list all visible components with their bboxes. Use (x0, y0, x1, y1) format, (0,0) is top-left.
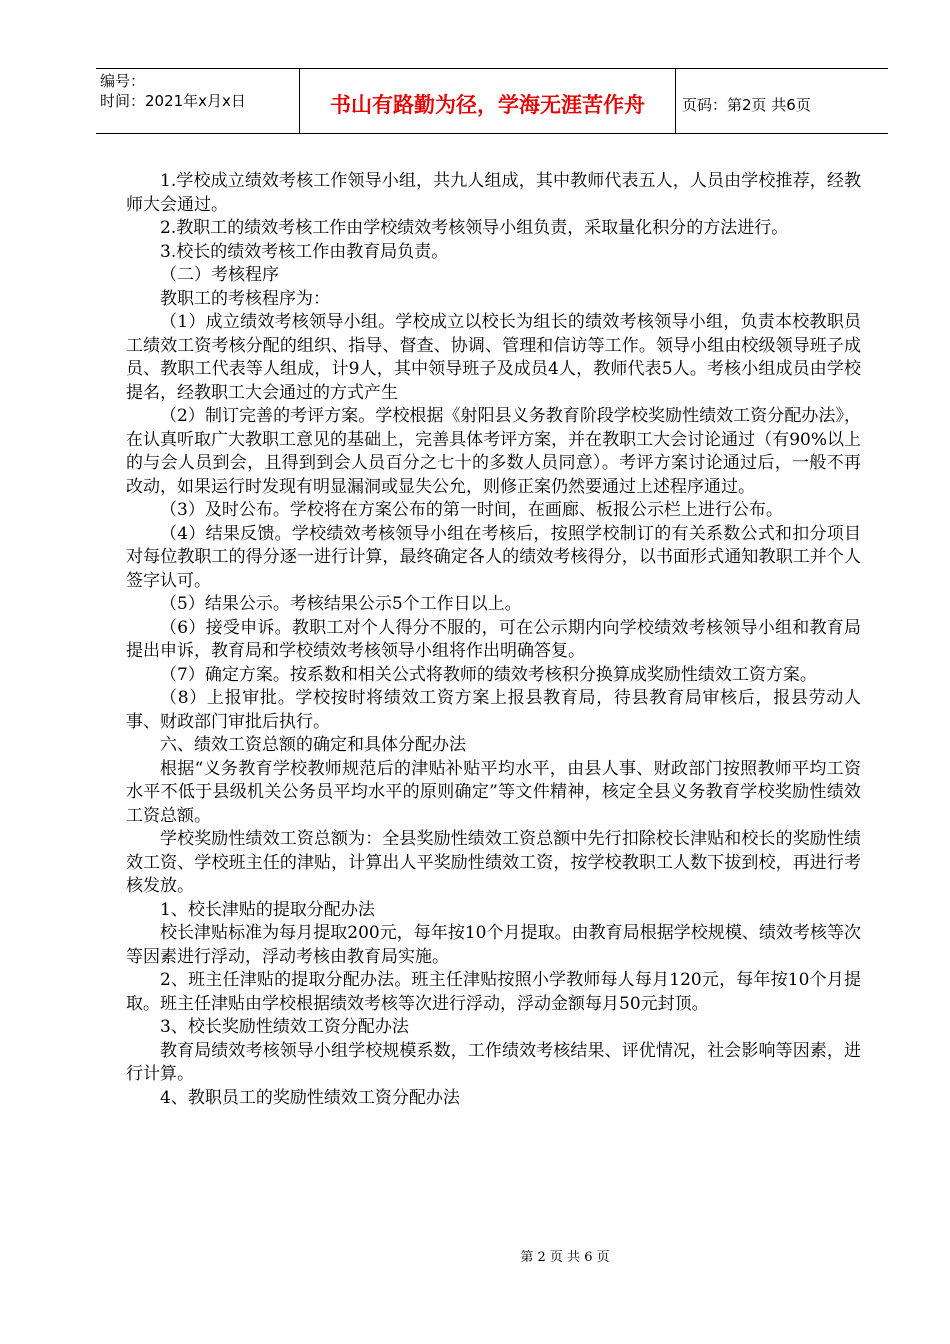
document-time: 时间：2021年x月x日 (100, 92, 246, 110)
document-number-label: 编号： (100, 72, 146, 90)
page-footer: 第 2 页 共 6 页 (520, 1250, 610, 1265)
paragraph: 学校奖励性绩效工资总额为：全县奖励性绩效工资总额中先行扣除校长津贴和校长的奖励性绩效工资、学校班主任的津贴，计算出人平奖励性绩效工资，按学校教职工人数下拔到校，再进行考核发放。 (126, 829, 861, 896)
paragraph: （7）确定方案。按系数和相关公式将教师的绩效考核积分换算成奖励性绩效工资方案。 (160, 664, 817, 685)
paragraph: 3.校长的绩效考核工作由教育局负责。 (160, 241, 449, 262)
paragraph: （8）上报审批。学校按时将绩效工资方案上报县教育局，待县教育局审核后，报县劳动人事、财政部门审批后执行。 (126, 688, 861, 732)
paragraph: （3）及时公布。学校将在方案公布的第一时间，在画廊、板报公示栏上进行公布。 (160, 500, 783, 520)
paragraph: 2.教职工的绩效考核工作由学校绩效考核领导小组负责，采取量化积分的方法进行。 (160, 218, 789, 238)
paragraph: 根据“义务教育学校教师规范后的津贴补贴平均水平，由县人事、财政部门按照教师平均工资水平不低于县级机关公务员平均水平的原则确定”等文件精神，核定全县义务教育学校奖励性绩效工资总额。 (126, 758, 861, 826)
document-body (126, 170, 861, 1110)
paragraph: 教育局绩效考核领导小组学校规模系数，工作绩效考核结果、评优情况，社会影响等因素，进行计算。 (126, 1040, 861, 1084)
paragraph: （1）成立绩效考核领导小组。学校成立以校长为组长的绩效考核领导小组，负责本校教职员工绩效工资考核分配的组织、指导、督查、协调、管理和信访等工作。领导小组由校级领导班子成员、教职工代表等人组成，计9人，其中领导班子及成员4人，教师代表5人。考核小组成员由学校提名，经教职工大会通过的方式产生 (126, 312, 861, 403)
subsection-heading: 3、校长奖励性绩效工资分配办法 (160, 1017, 409, 1037)
paragraph: （2）制订完善的考评方案。学校根据《射阳县义务教育阶段学校奖励性绩效工资分配办法》，在认真听取广大教职工意见的基础上，完善具体考评方案，并在教职工大会讨论通过（有90%以上的与会人员到会，且得到到会人员百分之七十的多数人员同意）。考评方案讨论通过后，一般不再改动，如果运行时发现有明显漏洞或显失公允，则修正案仍然要通过上述程序通过。 (126, 406, 861, 497)
paragraph: （6）接受申诉。教职工对个人得分不服的，可在公示期内向学校绩效考核领导小组和教育局提出申诉，教育局和学校绩效考核领导小组将作出明确答复。 (126, 617, 861, 661)
paragraph: 2、班主任津贴的提取分配办法。班主任津贴按照小学教师每人每月120元，每年按10个月提取。班主任津贴由学校根据绩效考核等次进行浮动，浮动金额每月50元封顶。 (126, 970, 861, 1014)
paragraph: 校长津贴标准为每月提取200元，每年按10个月提取。由教育局根据学校规模、绩效考核等次等因素进行浮动，浮动考核由教育局实施。 (126, 923, 861, 967)
section-heading: 六、绩效工资总额的确定和具体分配办法 (160, 735, 466, 755)
subsection-heading: 4、教职员工的奖励性绩效工资分配办法 (160, 1087, 460, 1108)
subsection-heading: 1、校长津贴的提取分配办法 (160, 899, 375, 920)
header-meta (96, 69, 300, 133)
section-heading: （二）考核程序 (160, 265, 279, 285)
paragraph: 1.学校成立绩效考核工作领导小组，共九人组成，其中教师代表五人，人员由学校推荐，经教师大会通过。 (126, 171, 861, 215)
paragraph: 教职工的考核程序为： (160, 288, 330, 309)
paragraph: （4）结果反馈。学校绩效考核领导小组在考核后，按照学校制订的有关系数公式和扣分项目对每位教职工的得分逐一进行计算，最终确定各人的绩效考核得分，以书面形式通知教职工并个人签字认可。 (126, 523, 861, 591)
header-motto: 书山有路勤为径，学海无涯苦作舟 (300, 69, 676, 133)
page-header (96, 68, 888, 134)
header-page-info: 页码：第2页 共6页 (682, 95, 811, 114)
paragraph: （5）结果公示。考核结果公示5个工作日以上。 (160, 594, 522, 614)
